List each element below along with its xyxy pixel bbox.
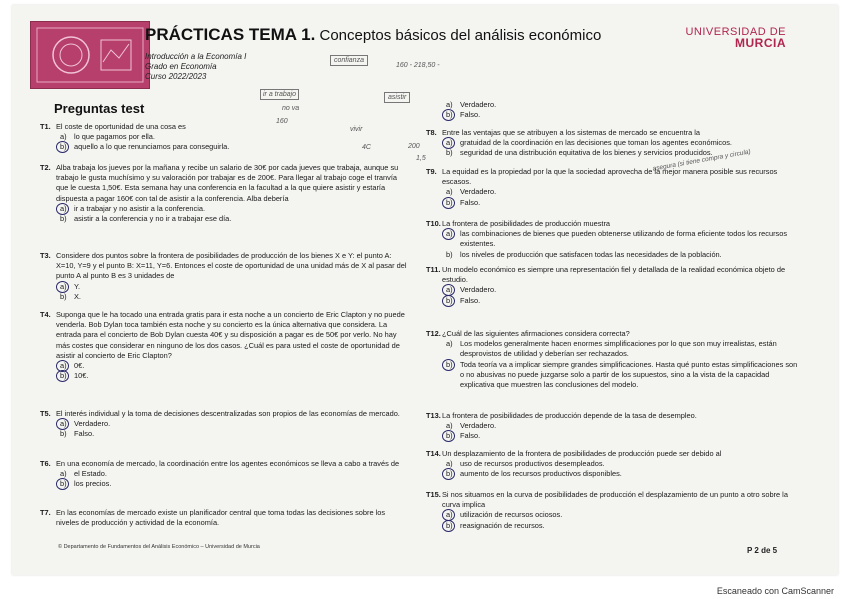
degree-line: Grado en Economía bbox=[145, 62, 217, 71]
option-letter: b) bbox=[446, 520, 453, 530]
question-t1 bbox=[40, 122, 408, 153]
handwritten-note: no va bbox=[282, 105, 300, 112]
handwritten-note: ir a trabajo bbox=[260, 89, 299, 100]
option-letter: a) bbox=[446, 285, 453, 295]
question-text: El coste de oportunidad de una cosa es bbox=[56, 122, 186, 131]
university-line1: UNIVERSIDAD DE bbox=[685, 26, 786, 38]
question-number: T5. bbox=[40, 409, 51, 418]
answer-option bbox=[56, 361, 408, 371]
option-letter: b) bbox=[446, 431, 453, 441]
question-text: Un desplazamiento de la frontera de posibilidades de producción puede ser debido al bbox=[442, 449, 722, 458]
university-line2: MURCIA bbox=[735, 36, 786, 50]
option-text: Los modelos generalmente hacen enormes simplificaciones por lo que son muy irrealistas, están desprovistos de utilidad y deberían ser rechazados. bbox=[460, 339, 777, 359]
option-letter: a) bbox=[60, 419, 67, 429]
document-page bbox=[12, 5, 838, 575]
option-letter: a) bbox=[446, 100, 453, 109]
answer-option bbox=[442, 296, 798, 306]
option-text: las combinaciones de bienes que pueden obtenerse utilizando de forma eficiente todos los recursos existentes. bbox=[460, 229, 788, 249]
question-text: Alba trabaja los jueves por la mañana y recibe un salario de 30€ por cada jueves que trabaja, aunque su trabajo le gusta muchísimo y su valoración por trabajar es de 200€. Para llegar al trabajo coge el tranvía que le cuesta 1,50€. Esta semana hay una conferencia en la facultad a la que quiere asistir y estaría dispuesta a pagar 160€ con tal de asistir a la conferencia. Alba debería bbox=[56, 163, 399, 203]
option-text: los precios. bbox=[74, 479, 112, 489]
option-text: uso de recursos productivos desempleados. bbox=[460, 459, 605, 469]
option-text: reasignación de recursos. bbox=[460, 520, 545, 530]
handwritten-note: 200 bbox=[408, 143, 420, 150]
option-text: Falso. bbox=[74, 429, 95, 439]
option-letter: a) bbox=[446, 229, 453, 239]
answer-option bbox=[56, 371, 408, 381]
option-text: Falso. bbox=[460, 110, 481, 120]
option-text: Verdadero. bbox=[460, 100, 497, 109]
question-t14 bbox=[426, 449, 798, 480]
option-letter: a) bbox=[60, 281, 67, 291]
handwritten-note: vivir bbox=[350, 126, 363, 133]
answer-option bbox=[442, 148, 798, 158]
question-t3 bbox=[40, 251, 408, 302]
option-text: Verdadero. bbox=[460, 285, 497, 295]
option-text: asistir a la conferencia y no ir a trabajar ese día. bbox=[74, 214, 232, 224]
document-title bbox=[145, 25, 601, 45]
option-letter: a) bbox=[446, 138, 453, 148]
question-t4 bbox=[40, 310, 408, 381]
question-number: T7. bbox=[40, 508, 51, 517]
handwritten-note: 4C bbox=[362, 144, 371, 151]
question-t10 bbox=[426, 219, 798, 260]
question-number: T15. bbox=[426, 490, 441, 499]
handwritten-note: asegura (si tiene compra y circula) bbox=[652, 148, 752, 173]
answer-option bbox=[442, 360, 798, 391]
option-letter: b) bbox=[446, 148, 453, 158]
question-text: Si nos situamos en la curva de posibilidades de producción el desplazamiento de un punto a otro sobre la curva implica bbox=[442, 490, 788, 510]
question-text: La frontera de posibilidades de producción depende de la tasa de desempleo. bbox=[442, 411, 697, 420]
question-t12 bbox=[426, 329, 798, 390]
title-rest: Conceptos básicos del análisis económico bbox=[319, 27, 602, 44]
question-number: T6. bbox=[40, 459, 51, 468]
option-text: el Estado. bbox=[74, 469, 107, 479]
question-text: La equidad es la propiedad por la que la sociedad aprovecha de la mejor manera posible sus recursos escasos. bbox=[442, 167, 778, 187]
question-t8 bbox=[426, 128, 798, 159]
course-line: Curso 2022/2023 bbox=[145, 72, 207, 81]
question-number: T10. bbox=[426, 219, 441, 228]
option-text: Falso. bbox=[460, 197, 481, 207]
answer-option bbox=[442, 339, 798, 359]
question-number: T13. bbox=[426, 411, 441, 420]
option-letter: b) bbox=[446, 197, 453, 207]
option-text: 0€. bbox=[74, 361, 85, 371]
option-letter: b) bbox=[446, 469, 453, 479]
option-letter: a) bbox=[60, 469, 67, 479]
option-letter: a) bbox=[446, 421, 453, 431]
answer-option bbox=[56, 282, 408, 292]
answer-option bbox=[56, 142, 408, 152]
answer-option bbox=[442, 250, 798, 260]
option-text: seguridad de una distribución equitativa de los bienes y servicios producidos. bbox=[460, 148, 713, 158]
option-text: aumento de los recursos productivos disponibles. bbox=[460, 469, 622, 479]
option-text: 10€. bbox=[74, 371, 89, 381]
option-text: Toda teoría va a implicar siempre grandes simplificaciones. Hasta qué punto estas simplificaciones son o no abusivas no puede juzgarse solo a partir de los supuestos, sino a la vista de la capacidad explicativa que muestren las conclusiones del modelo. bbox=[460, 359, 798, 390]
answer-option bbox=[442, 198, 798, 208]
option-text: lo que pagamos por ella. bbox=[74, 132, 155, 142]
answer-option bbox=[56, 479, 408, 489]
option-letter: a) bbox=[446, 510, 453, 520]
answer-option bbox=[442, 459, 798, 469]
scanner-watermark: Escaneado con CamScanner bbox=[716, 586, 834, 596]
option-letter: a) bbox=[60, 203, 67, 213]
university-crest-icon bbox=[30, 21, 150, 89]
answer-option bbox=[56, 204, 408, 214]
option-text: los niveles de producción que satisfacen todas las necesidades de la población. bbox=[460, 249, 722, 259]
answer-option bbox=[56, 214, 408, 224]
answer-option bbox=[56, 469, 408, 479]
option-text: Falso. bbox=[460, 431, 481, 441]
option-text: Falso. bbox=[460, 295, 481, 305]
option-letter: b) bbox=[446, 110, 453, 120]
question-t6 bbox=[40, 459, 408, 490]
answer-option bbox=[442, 138, 798, 148]
option-text: utilización de recursos ociosos. bbox=[460, 510, 563, 520]
handwritten-note: 1,5 bbox=[416, 155, 426, 162]
question-t5 bbox=[40, 409, 408, 440]
handwritten-note: confianza bbox=[330, 55, 368, 66]
option-letter: a) bbox=[60, 132, 67, 142]
question-number: T8. bbox=[426, 128, 437, 137]
question-text: Suponga que le ha tocado una entrada gratis para ir esta noche a un concierto de Eric Clapton y no puede venderla. Bob Dylan toca también esta noche y su concierto es la única alternativa que considera. La entrada para el concierto de Bob Dylan cuesta 40€ y su disposición a pagar es de 50€ por verlo. No hay más costes que considerar en ninguno de los dos casos. ¿Cuál es para usted el coste de oportunidad de asistir al concierto de Eric Clapton? bbox=[56, 310, 405, 360]
question-continued bbox=[442, 100, 798, 120]
option-text: Verdadero. bbox=[74, 419, 111, 429]
answer-option bbox=[442, 521, 798, 531]
option-text: Verdadero. bbox=[460, 187, 497, 197]
option-text: aquello a lo que renunciamos para conseguirla. bbox=[74, 142, 230, 152]
option-letter: b) bbox=[446, 295, 453, 305]
question-text: El interés individual y la toma de decisiones descentralizadas son propios de las economías de mercado. bbox=[56, 409, 400, 418]
answer-option bbox=[56, 429, 408, 439]
question-number: T2. bbox=[40, 163, 51, 172]
answer-option bbox=[442, 510, 798, 520]
answer-option bbox=[56, 132, 408, 142]
option-text: Y. bbox=[74, 281, 81, 291]
answer-option bbox=[56, 419, 408, 429]
question-t9 bbox=[426, 167, 798, 208]
option-letter: b) bbox=[60, 371, 67, 381]
question-number: T1. bbox=[40, 122, 51, 131]
question-text: En las economías de mercado existe un planificador central que toma todas las decisiones sobre los niveles de producción y actividad de la economía. bbox=[56, 508, 386, 528]
handwritten-note: 160 bbox=[276, 118, 288, 125]
option-letter: b) bbox=[60, 142, 67, 152]
option-letter: b) bbox=[446, 359, 453, 369]
question-number: T4. bbox=[40, 310, 51, 319]
option-letter: a) bbox=[446, 187, 453, 197]
footer-department: © Departamento de Fundamentos del Análisis Económico – Universidad de Murcia bbox=[58, 544, 260, 550]
question-number: T14. bbox=[426, 449, 441, 458]
question-number: T11. bbox=[426, 265, 441, 274]
question-text: Considere dos puntos sobre la frontera de posibilidades de producción de los bienes X e Y: el punto A: X=10, Y=9 y el punto B: X=11, Y=6. Entonces el coste de oportunidad de una unidad más de X al pasar del punto A al punto B es 3 unidades de bbox=[56, 251, 407, 281]
answer-option bbox=[442, 431, 798, 441]
option-letter: a) bbox=[60, 361, 67, 371]
option-letter: a) bbox=[446, 339, 453, 349]
answer-option bbox=[56, 292, 408, 302]
university-logo bbox=[685, 27, 786, 49]
answer-option bbox=[442, 100, 798, 110]
answer-option bbox=[442, 469, 798, 479]
option-letter: b) bbox=[60, 429, 67, 439]
answer-option bbox=[442, 110, 798, 120]
option-text: X. bbox=[74, 291, 81, 301]
answer-option bbox=[442, 285, 798, 295]
option-letter: b) bbox=[60, 214, 67, 224]
question-number: T9. bbox=[426, 167, 437, 176]
handwritten-note: 160 - 218,50 - bbox=[396, 62, 440, 69]
answer-option bbox=[442, 229, 798, 249]
footer-page-number: P 2 de 5 bbox=[747, 546, 778, 555]
title-main: PRÁCTICAS TEMA 1. bbox=[145, 25, 316, 44]
section-title: Preguntas test bbox=[54, 101, 145, 116]
subject-line: Introducción a la Economía I bbox=[145, 52, 247, 61]
question-text: Entre las ventajas que se atribuyen a los sistemas de mercado se encuentra la bbox=[442, 128, 700, 137]
answer-option bbox=[442, 187, 798, 197]
option-letter: a) bbox=[446, 459, 453, 469]
question-text: En una economía de mercado, la coordinación entre los agentes económicos se lleva a cabo a través de bbox=[56, 459, 400, 468]
question-t11 bbox=[426, 265, 798, 306]
question-text: Un modelo económico es siempre una representación fiel y detallada de la realidad económica objeto de estudio. bbox=[442, 265, 786, 285]
question-number: T12. bbox=[426, 329, 441, 338]
question-t7 bbox=[40, 508, 408, 528]
option-letter: b) bbox=[60, 291, 67, 301]
option-text: Verdadero. bbox=[460, 421, 497, 431]
answer-option bbox=[442, 421, 798, 431]
option-text: gratuidad de la coordinación en las decisiones que toman los agentes económicos. bbox=[460, 138, 732, 148]
option-letter: b) bbox=[446, 249, 453, 259]
option-text: ir a trabajar y no asistir a la conferencia. bbox=[74, 203, 206, 213]
question-t15 bbox=[426, 490, 798, 531]
question-t2 bbox=[40, 163, 408, 224]
handwritten-note: asistir bbox=[384, 92, 410, 103]
question-text: La frontera de posibilidades de producción muestra bbox=[442, 219, 611, 228]
option-letter: b) bbox=[60, 479, 67, 489]
question-number: T3. bbox=[40, 251, 51, 260]
question-t13 bbox=[426, 411, 798, 442]
question-text: ¿Cuál de las siguientes afirmaciones considera correcta? bbox=[442, 329, 630, 338]
